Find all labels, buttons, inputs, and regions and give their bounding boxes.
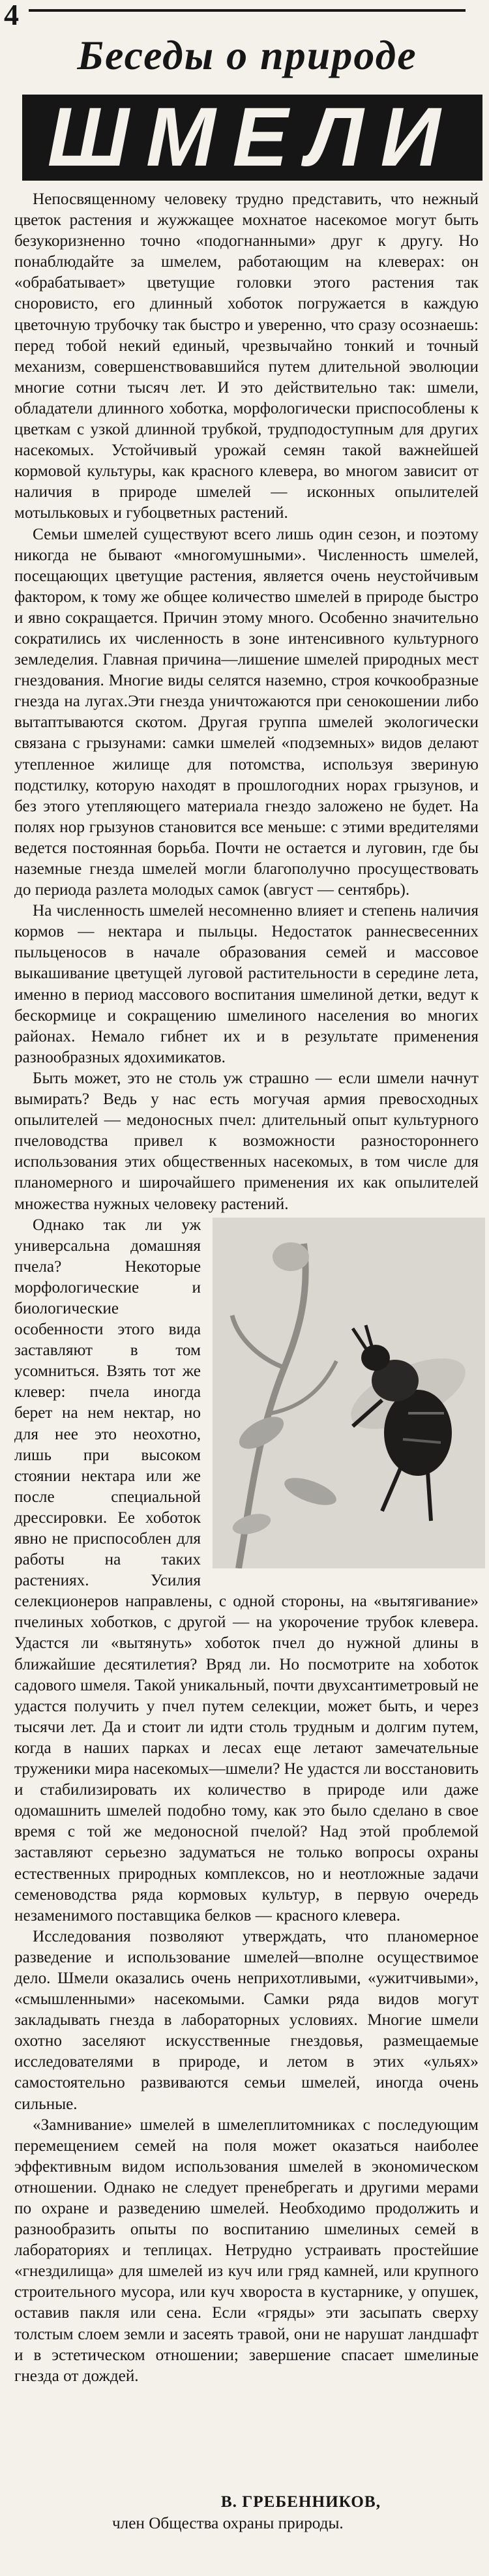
author-name: В. ГРЕБЕННИКОВ, — [220, 2493, 381, 2511]
paragraph: Быть может, это не столь уж страшно — если шмели начнут вымирать? Ведь у нас есть могучая армия превосходных опылителей — медоносных пчел: длительный опыт культурного пчеловодства привел к возможности разностороннего использования этих общественных насекомых, в том числе для планомерного и широчайшего применения их как опылителей множества нужных человеку растений. — [14, 1069, 479, 1213]
paragraph: Непосвященному человеку трудно представить, что нежный цветок растения и жужжащее мохнатое насекомое могут быть безукоризненно точно «подогнанными» друг к другу. Но понаблюдайте за шмелем, работающим на клеверах: он «обрабатывает» цветущие головки этого растения так сноровисто, его длинный хоботок погружается в каждую цветочную трубочку так быстро и уверенно, что сразу осознаешь: перед тобой некий единый, чрезвычайно тонкий и точный механизм, совершенствовавшийся путем длительной эволюции многие сотни тысяч лет. И это действительно так: шмели, обладатели длинного хоботка, морфологически приспособлены к цветкам с узкой длинной трубкой, трудподоступным для других насекомых. Устойчивый урожай семян такой важнейшей кормовой культуры, как красного клевера, во многом зависит от наличия в природе шмелей — исконных опылителей мотыльковых и губоцветных растений. — [14, 190, 479, 522]
paragraph: Однако так ли уж универсальна домашняя пчела? Некоторые морфологические и биологические особенности этого вида заставляют в том усомниться. Взять тот же клевер: пчела иногда берет на нем нектар, но для нее это неохотно, лишь при высоком стоянии нектара или же после специальной дрессировки. Ее хоботок явно не приспособлен для работы на таких растениях. Усилия селекционеров направлены, с одной стороны, на «вытягивание» пчелиных хоботков, с другой — на укорочение трубок клевера. Удастся ли «вытянуть» хоботок пчел до нужной длины в ближайшие десятилетия? Вряд ли. Но посмотрите на хоботок садового шмеля. Такой уникальный, почти двухсантиметровый не удастся получить у пчел путем селекции, может быть, и через тысячи лет. Да и стоит ли идти столь трудным и долгим путем, когда в наших парках и лесах еще летают замечательные труженики мира насекомых—шмели? Не удастся ли восстановить и стабилизировать их количество в природе или даже одомашнить шмелей подобно тому, как это было сделано в свое время с той же медоносной пчелой? Над этой проблемой заставляют серьезно задуматься не только вопросы охраны естественных природных комплексов, но и неотложные задачи семеноводства ряда кормовых культур, в первую очередь незаменимого поставщика белков — красного клевера. — [14, 1216, 479, 1925]
paragraph: На численность шмелей несомненно влияет и степень наличия кормов — нектара и пыльцы. Недостаток раннесвесенних пыльценосов в начале образования семей и массовое выкашивание цветущей луговой растительности в середине лета, именно в период массового воспитания шмелиной детки, ведут к бескормице и сокращению шмелиного населения во многих районах. Немало гибнет их и в результате применения разнообразных ядохимикатов. — [14, 902, 479, 1066]
article-body — [14, 189, 479, 2387]
article-title: ШМЕЛИ — [47, 91, 458, 184]
page-number: 4 — [4, 0, 19, 31]
paragraph: Исследования позволяют утверждать, что планомерное разведение и использование шмелей—вполне осуществимое дело. Шмели оказались очень неприхотливыми, «ужитчивыми», «смышленными» насекомыми. Самки ряда видов могут закладывать гнезда в лабораторных условиях. Многие шмели охотно заселяют искусственные гнездовья, размещаемые исследователями в природе, и летом в этих «ульях» самостоятельно развиваются семьи шмелей, иногда очень сильные. — [14, 1927, 479, 2113]
paragraph: «Замнивание» шмелей в шмелеплитомниках с последующим перемещением семей на поля может оказаться наиболее эффективным видом использования шмелей в экономическом отношении. Однако не следует пренебрегать и другими мерами по охране и разведению шмелей. Необходимо продолжить и разнообразить опыты по воспитанию шмелиных семей в лабораториях и теплицах. Нетрудно устраивать простейшие «гнездилища» для шмелей из куч или гряд камней, или крупного строительного мусора, или куч хвороста в кустарнике, у опушек, оставив пакля или сена. Если «гряды» эти засыпать сверху толстым слоем земли и засеять травой, они не нарушат ландшафт и в эстетическом отношении; завершение спасает шмелиные гнезда от дождей. — [14, 2116, 479, 2385]
title-banner — [22, 91, 482, 184]
author-role: член Общества охраны природы. — [112, 2515, 344, 2532]
author-signature — [14, 2491, 479, 2534]
header-rule — [29, 9, 466, 12]
rubric-heading: Беседы о природе — [77, 32, 417, 78]
bumblebee-illustration — [213, 1218, 485, 1568]
bumblebee-photo — [213, 1218, 485, 1568]
paragraph: Семьи шмелей существуют всего лишь один сезон, и поэтому никогда не бывают «многомушными». Численность шмелей, посещающих цветущие растения, является очень неустойчивым фактором, к тому же общее количество шмелей в природе быстро и явно сокращается. Причин этому много. Особенно значительно сократились их численность в зоне интенсивного культурного земледелия. Главная причина—лишение шмелей природных мест гнездования. Многие виды селятся наземно, строя кочкообразные гнезда на лугах.Эти гнезда уничтожаются при сенокошении либо вытаптываются скотом. Другая группа шмелей экологически связана с грызунами: самки шмелей «подземных» видов делают утепленное жилище для потомства, используя звериную подстилку, которую находят в прошлогодних норах грызунов, и без этого утепляющего материала гнездо заложено не будет. На полях нор грызунов становится все меньше: с этими вредителями ведется постоянная борьба. Почти не остается и луговин, где бы наземные гнезда шмелей могли благополучно просуществовать до периода разлета молодых самок (август — сентябрь). — [14, 525, 479, 899]
